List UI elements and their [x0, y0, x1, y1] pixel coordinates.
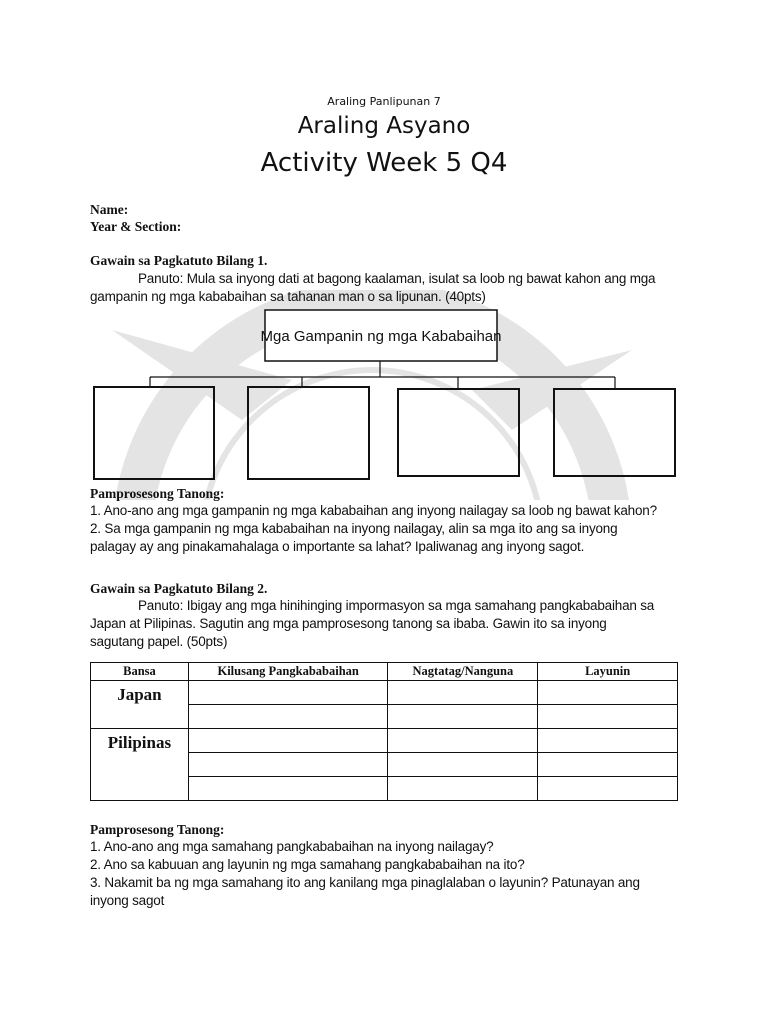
questions1-q2-1: 2. Sa mga gampanin ng mga kababaihan na inyong nailagay, alin sa mga ito ang sa inyong	[90, 521, 618, 536]
table-cell[interactable]	[388, 729, 538, 753]
country-pilipinas: Pilipinas	[91, 729, 189, 801]
diagram-title: Mga Gampanin ng mga Kababaihan	[260, 328, 502, 345]
section-label: Year & Section:	[90, 219, 182, 234]
questions1-title: Pamprosesong Tanong:	[90, 486, 225, 501]
table-header-row	[91, 663, 678, 681]
table-cell[interactable]	[188, 729, 388, 753]
table-cell[interactable]	[188, 705, 388, 729]
organizations-table	[90, 662, 678, 801]
table-row	[91, 729, 678, 753]
header-layunin: Layunin	[538, 663, 678, 681]
activity1-instructions-1: Panuto: Mula sa inyong dati at bagong kaalaman, isulat sa loob ng bawat kahon ang mga	[138, 271, 656, 286]
questions2-q1: 1. Ano-ano ang mga samahang pangkababaihan na inyong nailagay?	[90, 839, 494, 854]
activity2-instructions-3: sagutang papel. (50pts)	[90, 634, 228, 649]
activity2-instructions-1: Panuto: Ibigay ang mga hinihinging impormasyon sa mga samahang pangkababaihan sa	[138, 598, 655, 613]
questions1-q1: 1. Ano-ano ang mga gampanin ng mga kababaihan ang inyong nailagay sa loob ng bawat kahon?	[90, 503, 657, 518]
questions2-q2: 2. Ano sa kabuuan ang layunin ng mga samahang pangkababaihan na ito?	[90, 857, 525, 872]
activity2-title: Gawain sa Pagkatuto Bilang 2.	[90, 581, 268, 596]
table-cell[interactable]	[388, 777, 538, 801]
header-kilusan: Kilusang Pangkababaihan	[188, 663, 388, 681]
table-cell[interactable]	[188, 753, 388, 777]
subject-heading: Araling Panlipunan 7	[327, 95, 441, 108]
questions2-q3-2: inyong sagot	[90, 893, 165, 908]
country-japan: Japan	[91, 681, 189, 729]
header-bansa: Bansa	[91, 663, 189, 681]
table-cell[interactable]	[538, 753, 678, 777]
table-cell[interactable]	[388, 681, 538, 705]
activity-title: Activity Week 5 Q4	[260, 148, 508, 178]
header-nagtatag: Nagtatag/Nanguna	[388, 663, 538, 681]
course-title: Araling Asyano	[297, 113, 471, 139]
activity1-instructions-2: gampanin ng mga kababaihan sa tahanan man o sa lipunan. (40pts)	[90, 289, 486, 304]
table-cell[interactable]	[538, 729, 678, 753]
activity1-title: Gawain sa Pagkatuto Bilang 1.	[90, 253, 268, 268]
questions1-q2-2: palagay ay ang pinakamahalaga o importante sa lahat? Ipaliwanag ang inyong sagot.	[90, 539, 585, 554]
activity2-instructions-2: Japan at Pilipinas. Sagutin ang mga pamprosesong tanong sa ibaba. Gawin ito sa inyong	[90, 616, 607, 631]
answer-box-1	[94, 387, 214, 479]
answer-box-4	[554, 389, 675, 476]
questions2-q3-1: 3. Nakamit ba ng mga samahang ito ang kanilang mga pinaglalaban o layunin? Patunayan ang	[90, 875, 640, 890]
answer-box-3	[398, 389, 519, 476]
table-cell[interactable]	[388, 753, 538, 777]
name-label: Name:	[90, 202, 129, 217]
table-cell[interactable]	[538, 681, 678, 705]
roles-diagram	[0, 0, 768, 490]
answer-box-2	[248, 387, 369, 479]
table-cell[interactable]	[188, 681, 388, 705]
table-row	[91, 681, 678, 705]
questions2-title: Pamprosesong Tanong:	[90, 822, 225, 837]
table-cell[interactable]	[188, 777, 388, 801]
table-cell[interactable]	[538, 705, 678, 729]
table-cell[interactable]	[538, 777, 678, 801]
table-cell[interactable]	[388, 705, 538, 729]
